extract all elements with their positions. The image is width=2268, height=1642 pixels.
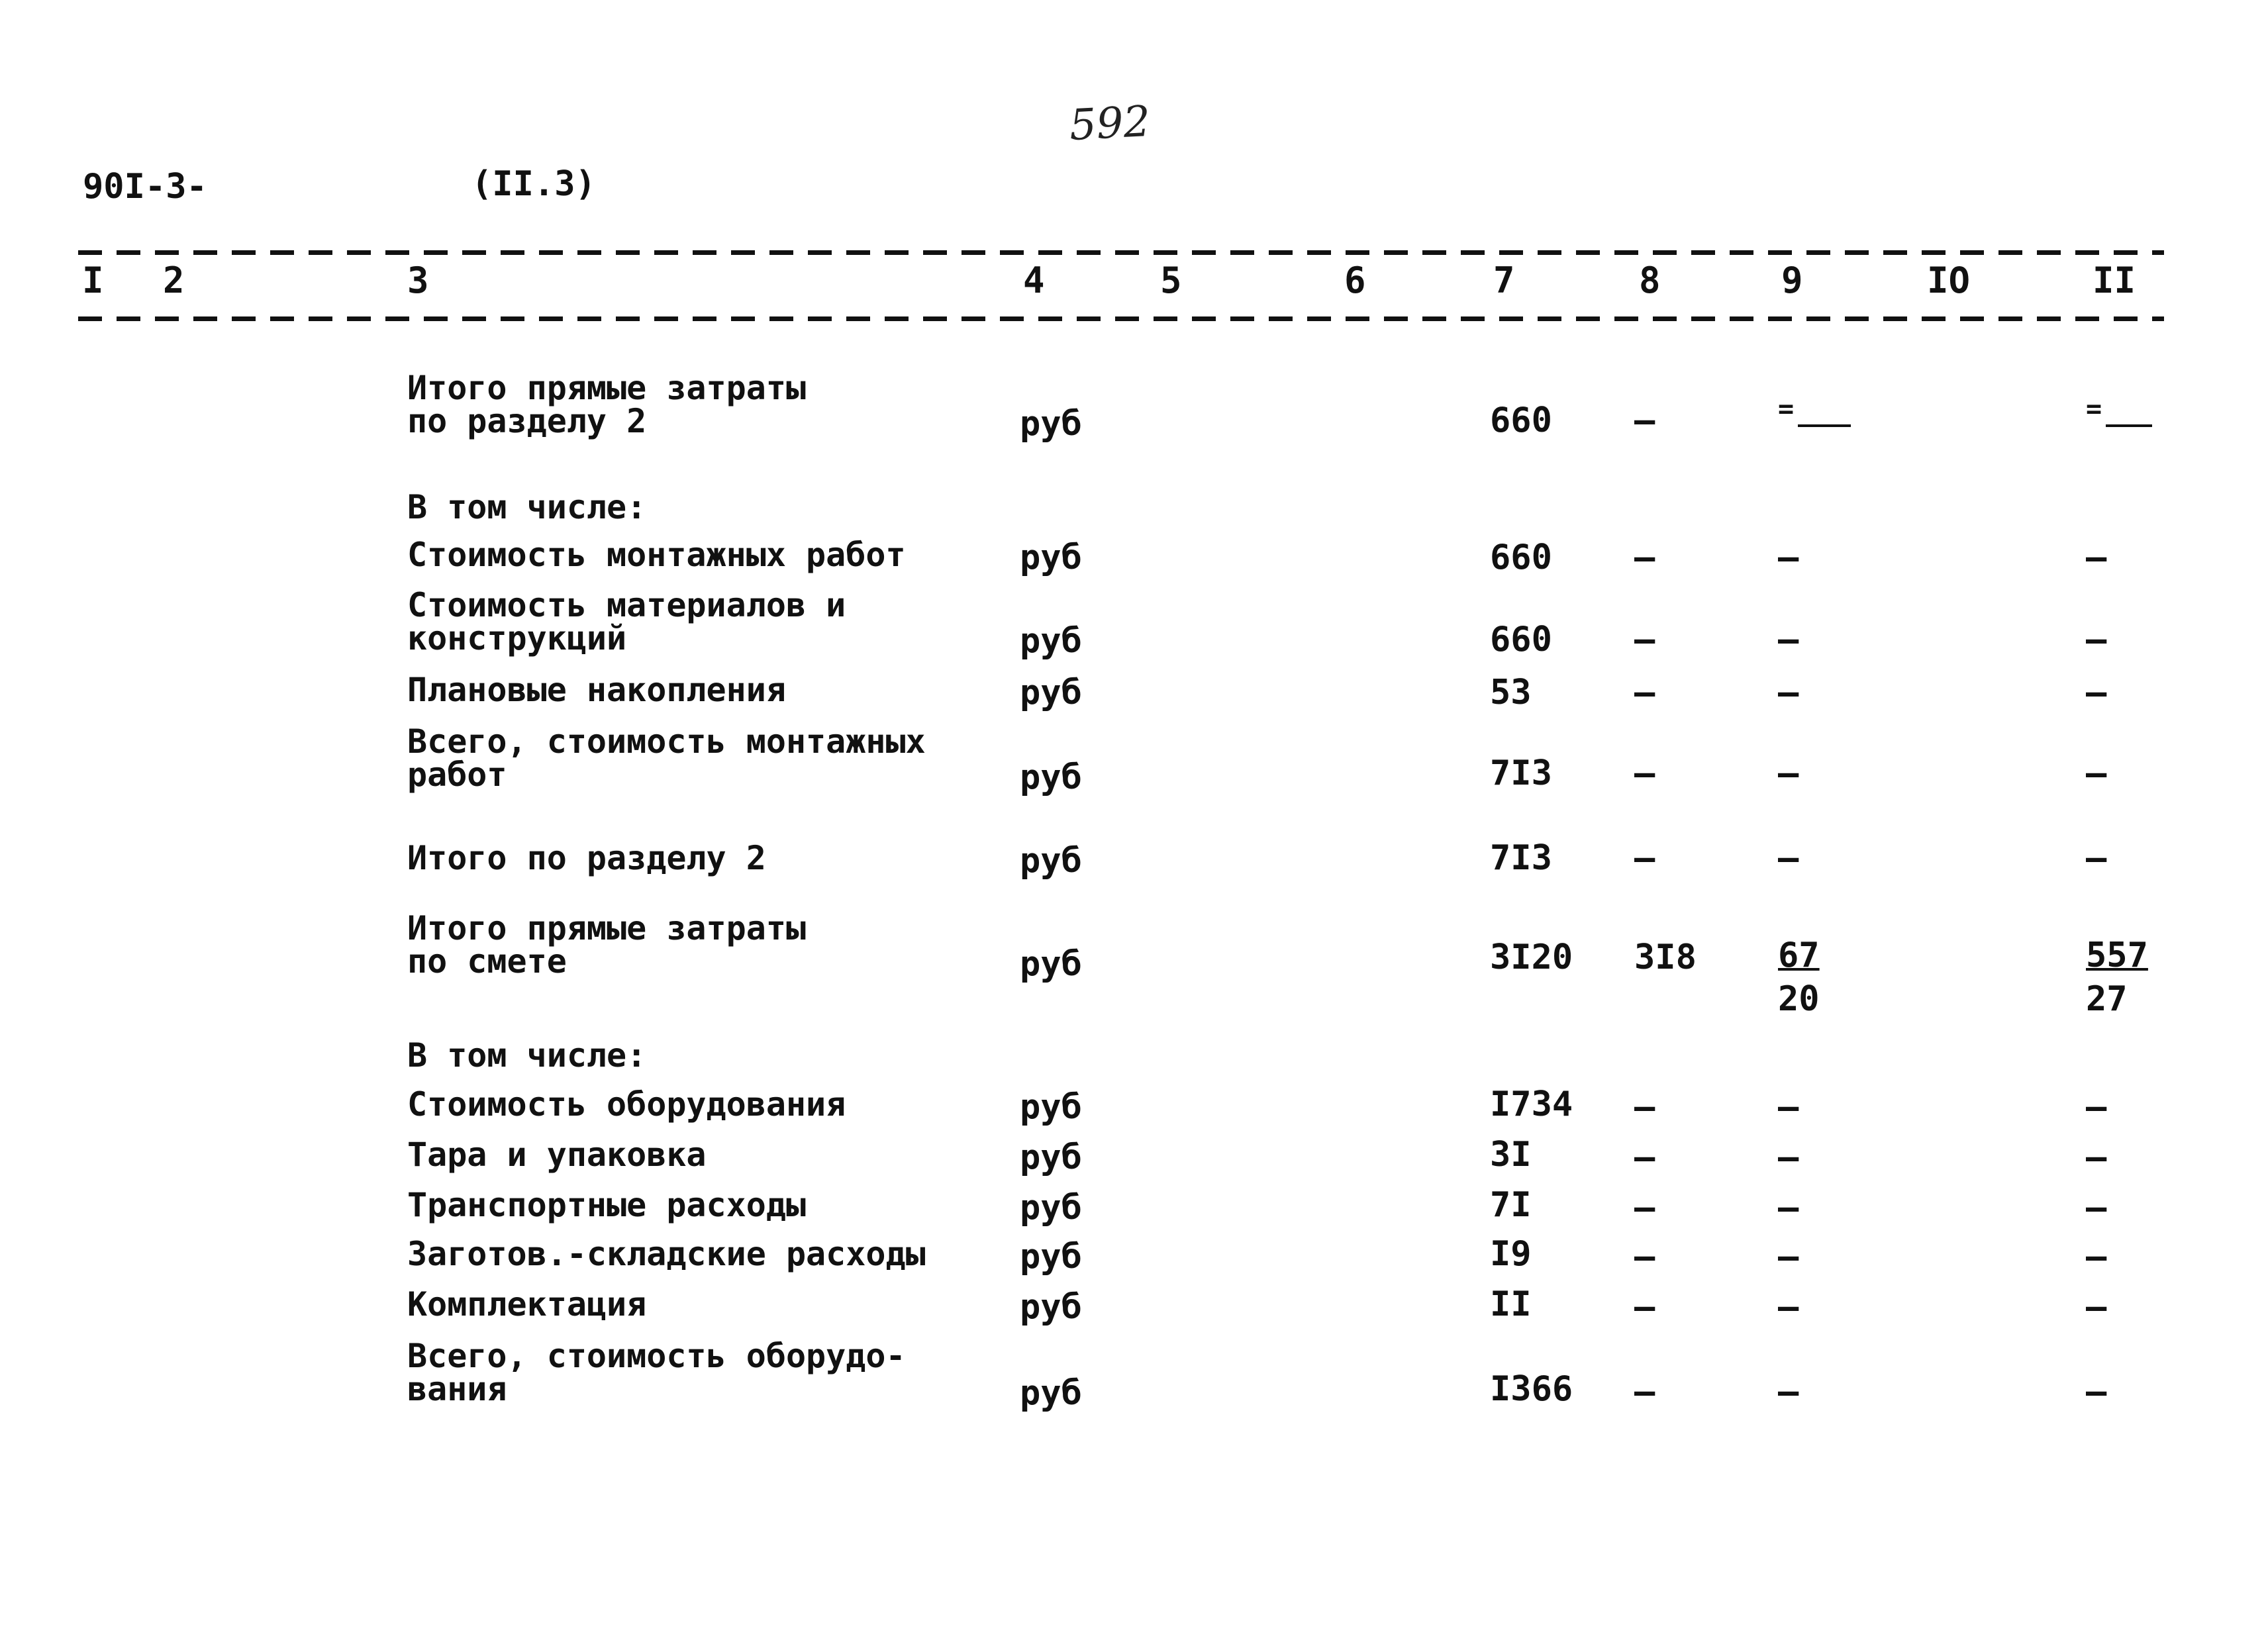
row-label-line2: конструкций (407, 619, 627, 657)
unit-cell: руб (1020, 404, 1082, 444)
column-number-6: 6 (1344, 260, 1366, 301)
underline-mark (1798, 424, 1851, 427)
col9-value: – (1778, 620, 1799, 659)
unit-cell: руб (1020, 1188, 1082, 1228)
row-label-line2: работ (407, 755, 507, 794)
row-label-line1: Стоимость оборудования (407, 1085, 846, 1124)
col7-value: II (1490, 1284, 1532, 1324)
table-row (0, 724, 2268, 797)
table-row (0, 838, 2268, 914)
column-number-5: 5 (1160, 260, 1182, 301)
row-label-line1: Итого по разделу 2 (407, 839, 766, 877)
col7-value: 660 (1490, 538, 1552, 577)
col11-value: – (2086, 1287, 2107, 1327)
fraction-denominator: 20 (1778, 979, 1820, 1019)
header-bottom-rule (78, 316, 2164, 321)
unit-cell: руб (1020, 841, 1082, 881)
row-label-line1: Всего, стоимость оборудо- (407, 1337, 906, 1375)
col7-value: 660 (1490, 620, 1552, 659)
row-label-line1: Итого прямые затраты (407, 369, 807, 407)
col7-value: 3I20 (1490, 938, 1573, 977)
col9-value: = (1778, 404, 1851, 444)
table-row (0, 371, 2268, 444)
fraction-numerator: 67 (1778, 936, 1820, 975)
col11-value: = (2086, 404, 2152, 444)
row-label-line1: Плановые накопления (407, 671, 786, 709)
col7-value: 3I (1490, 1135, 1532, 1175)
col11-value: – (2086, 1237, 2107, 1277)
col9-value: – (1778, 1087, 1799, 1127)
col9-value: – (1778, 753, 1799, 793)
col9-value: – (1778, 1287, 1799, 1327)
col8-value: – (1634, 538, 1655, 577)
row-label-line1: Стоимость материалов и (407, 586, 846, 624)
row-label-line1: Транспортные расходы (407, 1186, 807, 1224)
fraction-numerator: 557 (2086, 936, 2148, 975)
column-number-10: IO (1927, 260, 1971, 301)
section-code: (II.3) (471, 164, 596, 204)
col8-value: – (1634, 673, 1655, 712)
row-label-line1: Тара и упаковка (407, 1135, 707, 1174)
row-label-line1: В том числе: (407, 488, 647, 526)
col7-value: 660 (1490, 401, 1552, 440)
underline-mark (2106, 424, 2152, 427)
col11-value: – (2086, 620, 2107, 659)
col7-value: 7I (1490, 1185, 1532, 1225)
col9-fraction (1778, 934, 1820, 1021)
table-row (0, 911, 2268, 1024)
unit-cell: руб (1020, 944, 1082, 984)
col11-value: – (2086, 673, 2107, 712)
column-number-1: I (82, 260, 104, 301)
col8-value: – (1634, 1137, 1655, 1177)
unit-cell: руб (1020, 538, 1082, 577)
col9-value: – (1778, 538, 1799, 577)
unit-cell: руб (1020, 1287, 1082, 1327)
row-label-line2: по разделу 2 (407, 402, 647, 440)
row-label-line1: В том числе: (407, 1036, 647, 1075)
document-code: 90I-3- (83, 167, 207, 207)
column-number-3: 3 (407, 260, 429, 301)
row-label-line1: Заготов.-складские расходы (407, 1235, 926, 1273)
col11-fraction (2086, 934, 2148, 1021)
col8-value: – (1634, 1188, 1655, 1228)
col8-value: – (1634, 1287, 1655, 1327)
col7-value: 7I3 (1490, 838, 1552, 878)
col8-value: – (1634, 1087, 1655, 1127)
column-number-7: 7 (1493, 260, 1515, 301)
col9-value: – (1778, 838, 1799, 878)
row-label-line2: вания (407, 1370, 507, 1408)
col11-value: – (2086, 1188, 2107, 1228)
column-number-9: 9 (1781, 260, 1803, 301)
col11-value: – (2086, 538, 2107, 577)
header-top-rule (78, 250, 2164, 255)
unit-cell: руб (1020, 1373, 1082, 1413)
col7-value: I9 (1490, 1234, 1532, 1274)
row-label-line1: Комплектация (407, 1285, 647, 1324)
col9-value: – (1778, 1237, 1799, 1277)
col7-value: 53 (1490, 673, 1532, 712)
col7-value: 7I3 (1490, 753, 1552, 793)
col8-value: – (1634, 1372, 1655, 1412)
row-label-line1: Всего, стоимость монтажных (407, 722, 926, 761)
col8-value: – (1634, 620, 1655, 659)
col11-value: – (2086, 1137, 2107, 1177)
col8-value: – (1634, 401, 1655, 440)
column-number-11: II (2093, 260, 2136, 301)
col9-value: – (1778, 1188, 1799, 1228)
col11-value: – (2086, 1372, 2107, 1412)
table-row (0, 1339, 2268, 1412)
column-number-4: 4 (1023, 260, 1045, 301)
page-number: 592 (1068, 97, 1152, 151)
table-row (0, 588, 2268, 661)
fraction-denominator: 27 (2086, 979, 2128, 1019)
col11-value: – (2086, 838, 2107, 878)
col7-value: I734 (1490, 1085, 1573, 1124)
col8-value: – (1634, 838, 1655, 878)
unit-cell: руб (1020, 621, 1082, 661)
col9-value: – (1778, 1372, 1799, 1412)
col11-value: – (2086, 753, 2107, 793)
col7-value: I366 (1490, 1369, 1573, 1409)
row-label-line1: Итого прямые затраты (407, 909, 807, 947)
column-number-8: 8 (1639, 260, 1661, 301)
col8-value: – (1634, 753, 1655, 793)
col8-value: 3I8 (1634, 938, 1697, 977)
unit-cell: руб (1020, 1087, 1082, 1127)
col11-value: – (2086, 1087, 2107, 1127)
row-label-line1: Стоимость монтажных работ (407, 536, 906, 574)
col8-value: – (1634, 1237, 1655, 1277)
unit-cell: руб (1020, 1137, 1082, 1177)
unit-cell: руб (1020, 757, 1082, 797)
col9-value: – (1778, 673, 1799, 712)
unit-cell: руб (1020, 1237, 1082, 1277)
unit-cell: руб (1020, 673, 1082, 712)
column-number-2: 2 (163, 260, 185, 301)
row-label-line2: по смете (407, 942, 567, 981)
col9-value: – (1778, 1137, 1799, 1177)
